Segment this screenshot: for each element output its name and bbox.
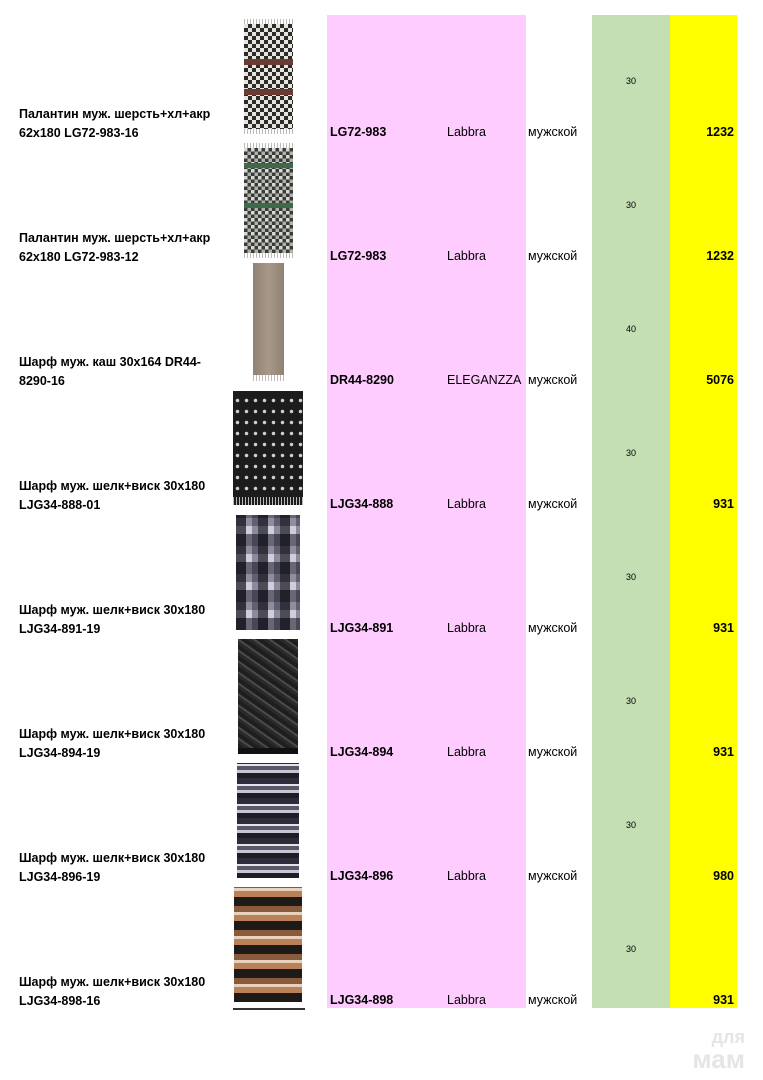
article-number: LJG34-898 bbox=[330, 993, 394, 1007]
price: 980 bbox=[713, 869, 734, 883]
table-row bbox=[0, 267, 763, 391]
scarf-image bbox=[253, 263, 284, 381]
quantity: 30 bbox=[625, 448, 636, 458]
brand: Labbra bbox=[447, 497, 486, 511]
scarf-image bbox=[244, 19, 293, 134]
product-name: Палантин муж. шерсть+хл+акр 62х180 LG72-983-12 bbox=[19, 231, 211, 264]
quantity: 30 bbox=[625, 696, 636, 706]
table-row bbox=[0, 639, 763, 763]
scarf-image bbox=[236, 515, 300, 630]
quantity: 40 bbox=[625, 324, 636, 334]
article-number: LG72-983 bbox=[330, 125, 387, 139]
brand: Labbra bbox=[447, 993, 486, 1007]
price: 931 bbox=[713, 497, 734, 511]
table-row bbox=[0, 19, 763, 143]
price: 931 bbox=[713, 745, 734, 759]
article-number: LJG34-891 bbox=[330, 621, 394, 635]
brand: Labbra bbox=[447, 745, 486, 759]
product-name: Шарф муж. каш 30х164 DR44-8290-16 bbox=[19, 355, 201, 388]
article-number: LJG34-894 bbox=[330, 745, 394, 759]
gender: мужской bbox=[528, 745, 578, 759]
price: 1232 bbox=[706, 125, 734, 139]
price: 1232 bbox=[706, 249, 734, 263]
article-number: LJG34-896 bbox=[330, 869, 394, 883]
gender: мужской bbox=[528, 993, 578, 1007]
brand: ELEGANZZA bbox=[447, 373, 522, 387]
scarf-image bbox=[244, 143, 293, 258]
quantity: 30 bbox=[625, 572, 636, 582]
scarf-image bbox=[238, 639, 298, 754]
product-name: Шарф муж. шелк+виск 30х180 LJG34-896-19 bbox=[19, 851, 206, 884]
article-number: LJG34-888 bbox=[330, 497, 394, 511]
gender: мужской bbox=[528, 249, 578, 263]
product-name: Шарф муж. шелк+виск 30х180 LJG34-888-01 bbox=[19, 479, 206, 512]
scarf-image-edge bbox=[233, 1008, 305, 1010]
scarf-image bbox=[234, 887, 302, 1002]
brand: Labbra bbox=[447, 249, 486, 263]
brand: Labbra bbox=[447, 869, 486, 883]
product-name: Шарф муж. шелк+виск 30х180 LJG34-898-16 bbox=[19, 975, 206, 1008]
price: 931 bbox=[713, 993, 734, 1007]
price: 5076 bbox=[706, 373, 734, 387]
brand: Labbra bbox=[447, 621, 486, 635]
gender: мужской bbox=[528, 125, 578, 139]
gender: мужской bbox=[528, 621, 578, 635]
quantity: 30 bbox=[625, 76, 636, 86]
quantity: 30 bbox=[625, 200, 636, 210]
scarf-image bbox=[233, 391, 303, 505]
gender: мужской bbox=[528, 869, 578, 883]
product-name: Шарф муж. шелк+виск 30х180 LJG34-891-19 bbox=[19, 603, 206, 636]
product-name: Палантин муж. шерсть+хл+акр 62х180 LG72-983-16 bbox=[19, 107, 211, 140]
watermark-logo: для мам bbox=[692, 1027, 745, 1074]
table-row bbox=[0, 763, 763, 887]
article-number: DR44-8290 bbox=[330, 373, 394, 387]
price: 931 bbox=[713, 621, 734, 635]
gender: мужской bbox=[528, 373, 578, 387]
quantity: 30 bbox=[625, 820, 636, 830]
article-number: LG72-983 bbox=[330, 249, 387, 263]
scarf-image bbox=[237, 763, 299, 878]
product-name: Шарф муж. шелк+виск 30х180 LJG34-894-19 bbox=[19, 727, 206, 760]
quantity: 30 bbox=[625, 944, 636, 954]
brand: Labbra bbox=[447, 125, 486, 139]
table-row bbox=[0, 887, 763, 1011]
table-row bbox=[0, 391, 763, 515]
gender: мужской bbox=[528, 497, 578, 511]
table-row bbox=[0, 515, 763, 639]
table-row bbox=[0, 143, 763, 267]
